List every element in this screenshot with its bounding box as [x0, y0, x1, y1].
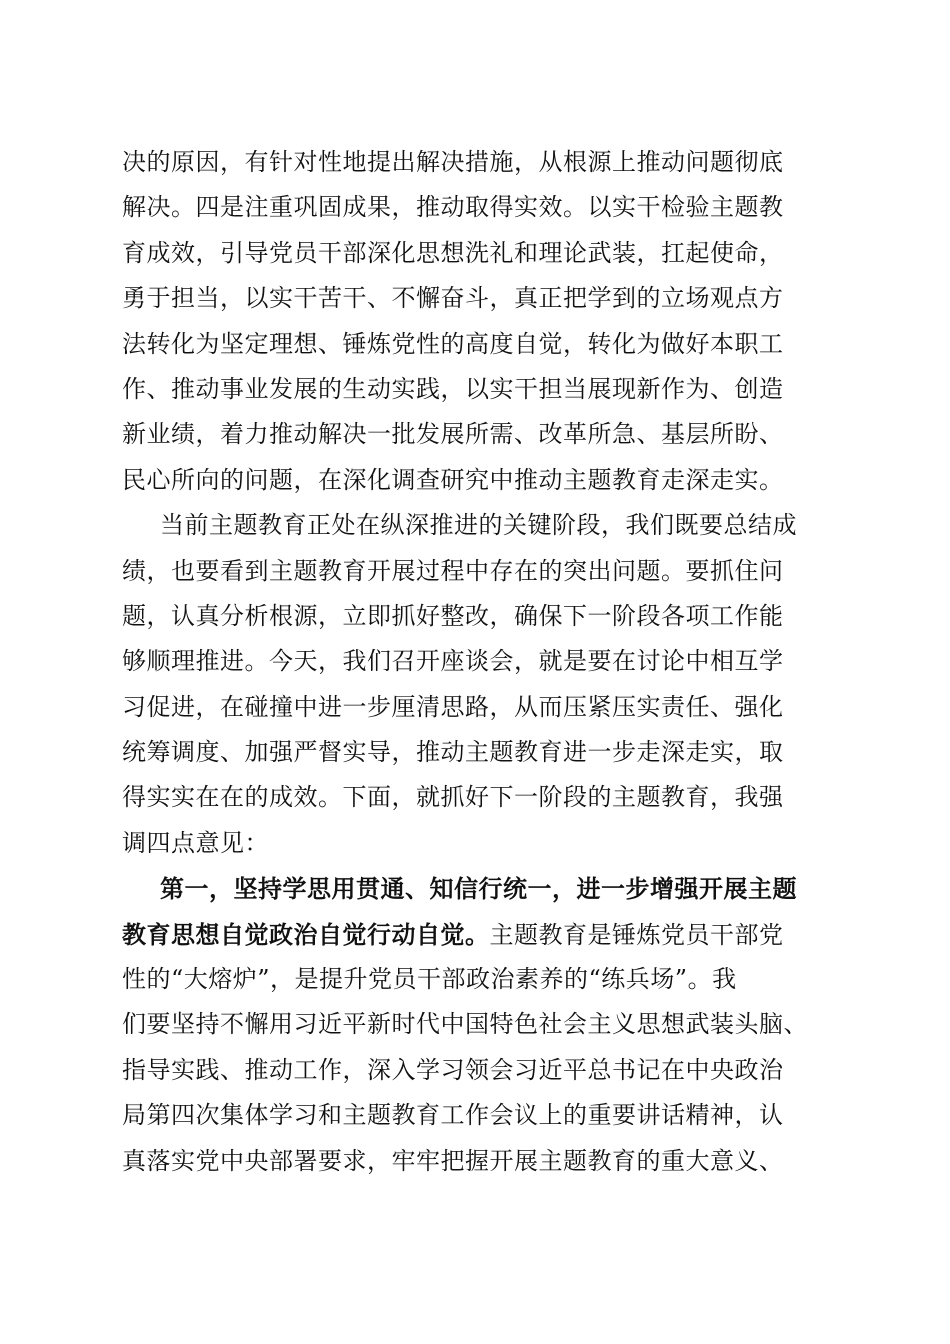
- text-line: 指导实践、推动工作，深入学习领会习近平总书记在中央政治: [122, 1055, 784, 1084]
- text-line: 绩，也要看到主题教育开展过程中存在的突出问题。要抓住问: [122, 556, 784, 585]
- body-text: [122, 140, 832, 1184]
- text-line: 调四点意见：: [122, 828, 269, 857]
- text-line: 够顺理推进。今天，我们召开座谈会，就是要在讨论中相互学: [122, 647, 784, 676]
- text-line: 统筹调度、加强严督实导，推动主题教育进一步走深走实，取: [122, 738, 784, 767]
- text-line: 得实实在在的成效。下面，就抓好下一阶段的主题教育，我强: [122, 783, 784, 812]
- text-line: 法转化为坚定理想、锤炼党性的高度自觉，转化为做好本职工: [122, 329, 784, 358]
- section-heading-line: 第一，坚持学思用贯通、知信行统一，进一步增强开展主题: [160, 874, 797, 904]
- section-heading-tail: 教育思想自觉政治自觉行动自觉。: [122, 919, 490, 949]
- text-line: 题，认真分析根源，立即抓好整改，确保下一阶段各项工作能: [122, 601, 784, 630]
- text-segment: 主题教育是锤炼党员干部党: [489, 920, 784, 949]
- text-line: 勇于担当，以实干苦干、不懈奋斗，真正把学到的立场观点方: [122, 284, 784, 313]
- text-line: 决的原因，有针对性地提出解决措施，从根源上推动问题彻底: [122, 148, 784, 176]
- text-line: 民心所向的问题，在深化调查研究中推动主题教育走深走实。: [122, 465, 784, 494]
- mixed-line: [122, 912, 832, 957]
- text-line: 们要坚持不懈用习近平新时代中国特色社会主义思想武装头脑、: [122, 1010, 808, 1039]
- text-line: 性的“大熔炉”，是提升党员干部政治素养的“练兵场”。我: [122, 965, 737, 994]
- text-line: 习促进，在碰撞中进一步厘清思路，从而压紧压实责任、强化: [122, 692, 784, 721]
- text-line: 解决。四是注重巩固成果，推动取得实效。以实干检验主题教: [122, 193, 784, 222]
- text-line: 新业绩，着力推动解决一批发展所需、改革所急、基层所盼、: [122, 420, 784, 449]
- paragraph-first-line: 当前主题教育正处在纵深推进的关键阶段，我们既要总结成: [160, 511, 797, 540]
- text-line: 作、推动事业发展的生动实践，以实干担当展现新作为、创造: [122, 374, 784, 403]
- text-line: 局第四次集体学习和主题教育工作会议上的重要讲话精神，认: [122, 1101, 784, 1130]
- text-line: 真落实党中央部署要求，牢牢把握开展主题教育的重大意义、: [122, 1146, 784, 1175]
- text-line: 育成效，引导党员干部深化思想洗礼和理论武装，扛起使命，: [122, 238, 784, 267]
